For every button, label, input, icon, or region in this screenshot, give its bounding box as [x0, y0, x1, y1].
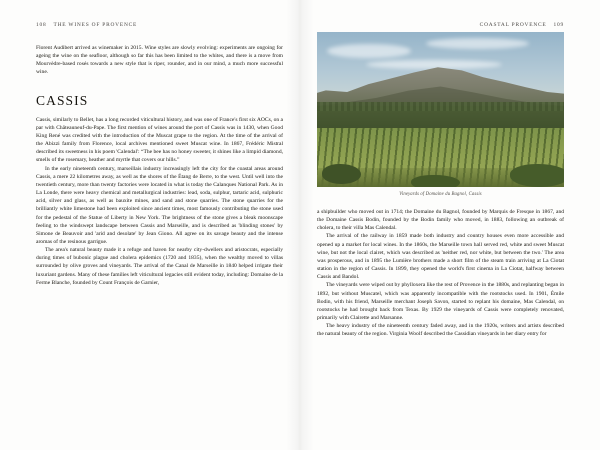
folio-number-left: 108: [36, 22, 47, 28]
section-heading-cassis: CASSIS: [36, 92, 89, 108]
paragraph: The arrival of the railway in 1859 made both industry and country houses even more accessible and opened up a market for local wines. In the 1860s, the Marseille town hall served red, white and sweet Muscat wine, but not the local clairet, which was described as 'neither red, nor white, but between the two.' The area was prosperous, and in 1895 the Lumière brothers made a short film of the steam train arriving at La Ciotat station in the region of Cassis. In 1899, they opened the world's first cinema in La Ciotat, halfway between Cassis and Bandol.: [317, 233, 564, 281]
running-head-title-left: THE WINES OF PROVENCE: [53, 22, 138, 28]
paragraph: a shipbuilder who moved out in 1714; the Domaine du Bagnol, founded by Marquis de Fresque in 1867, and the Domaine Cassis Bodin, founded by the Bodin family who moved, in 1883, following an outbreak of cholera, to their villa Mas Calendal.: [317, 209, 564, 232]
paragraph: Cassis, similarly to Bellet, has a long recorded viticultural history, and was one of France's first six AOCs, on a par with Châteauneuf-du-Pape. The first mention of wines around the port of Cassis was in 1430, when Good King René was credited with the introduction of the Muscat grape to the region. At the time of the arrival of the Abizzi family from Florence, local archives mentioned sweet Muscat wine. In 1867, Frédéric Mistral described its sweetness in his poem 'Calendal': “The bee has no honey sweeter, it shines like a limpid diamond, smells of the rosemary, heather and myrtle that covers our hills.”: [36, 116, 283, 164]
paragraph: The vineyards were wiped out by phylloxera like the rest of Provence in the 1880s, and replanting began in 1892, but without Muscatel, which was apparently incompatible with the rootstocks used. In 1901, Émile Bodin, with his friend, Marseille merchant Joseph Savon, started to replant his domaine, Mas Calendal, on rootstocks he had brought back from Texas. By 1929 the vineyards of Cassis were completely renovated, primarily with Clairette and Marsanne.: [317, 282, 564, 322]
paragraph: Florent Audibert arrived as winemaker in 2015. Wine styles are slowly evolving: experiments are ongoing for ageing the wine on the seafloor, although so far this has been limited to the whites, and there is a move from Mourvèdre-based rosés towards a new style that is riper, rounder, and in our mind, a much more successful wine.: [36, 45, 283, 76]
paragraph: The heavy industry of the nineteenth century faded away, and in the 1920s, writers and artists described the natural beauty of the region. Virginia Woolf described the Cassidian vineyards in her diary entry for: [317, 323, 564, 338]
running-head-right: [317, 22, 564, 32]
right-page: [300, 0, 600, 450]
left-column-intro: [36, 44, 283, 77]
running-head-left: [36, 22, 283, 32]
right-column-body: [317, 208, 564, 339]
vineyard-figure: [317, 32, 564, 197]
bush-shape: [322, 164, 362, 184]
running-head-title-right: COASTAL PROVENCE: [479, 22, 547, 28]
left-column-body: [36, 116, 283, 287]
folio-number-right: 109: [553, 22, 564, 28]
paragraph: In the early nineteenth century, marseillais industry increasingly left the city for the coastal areas around Cassis, a mere 22 kilometres away, as well as the shores of the Étang de Berre, to the west. Until well into the twentieth century, more than twenty factories were located in what is today the Calanques National Park. As in La Londe, there were heavy chemical and metallurgical industries: lead, soda, sulphur, tartaric acid, sulphuric acid, silver and glass, as well as bauxite mines, and sand and stone quarries. The stone quarries for the brilliantly white limestone had been exploited since ancient times, most famously contributing the stone used for the pedestal of the Statue of Liberty in New York. The brightness of the stone gives a bleak moonscape feeling to the windswept landscape between Cassis and Marseille, and is described as 'blinding stones' by Simone de Beauvoir and 'arid and desolate' by Jean Giono. All agree on its savage beauty and the intense aromas of the resinous garrigue.: [36, 165, 283, 245]
bush-shape: [510, 164, 564, 187]
cloud-shape: [426, 38, 530, 49]
bush-shape: [411, 175, 460, 187]
vineyard-photo: [317, 32, 564, 187]
figure-caption: Vineyards of Domaine du Bagnol, Cassis: [399, 192, 482, 197]
paragraph: The area's natural beauty made it a refuge and haven for nearby city-dwellers and aristocrats, especially during times of bubonic plague and cholera epidemics (1720 and 1835), when the wealthy moved to villas surrounded by olive groves and vineyards. The arrival of the Canal de Marseille in 1840 helped irrigate their luxuriant gardens. Many of these families left viticultural legacies still evident today, including: Domaine de la Ferme Blanche, founded by Count François de Garnier,: [36, 247, 283, 286]
